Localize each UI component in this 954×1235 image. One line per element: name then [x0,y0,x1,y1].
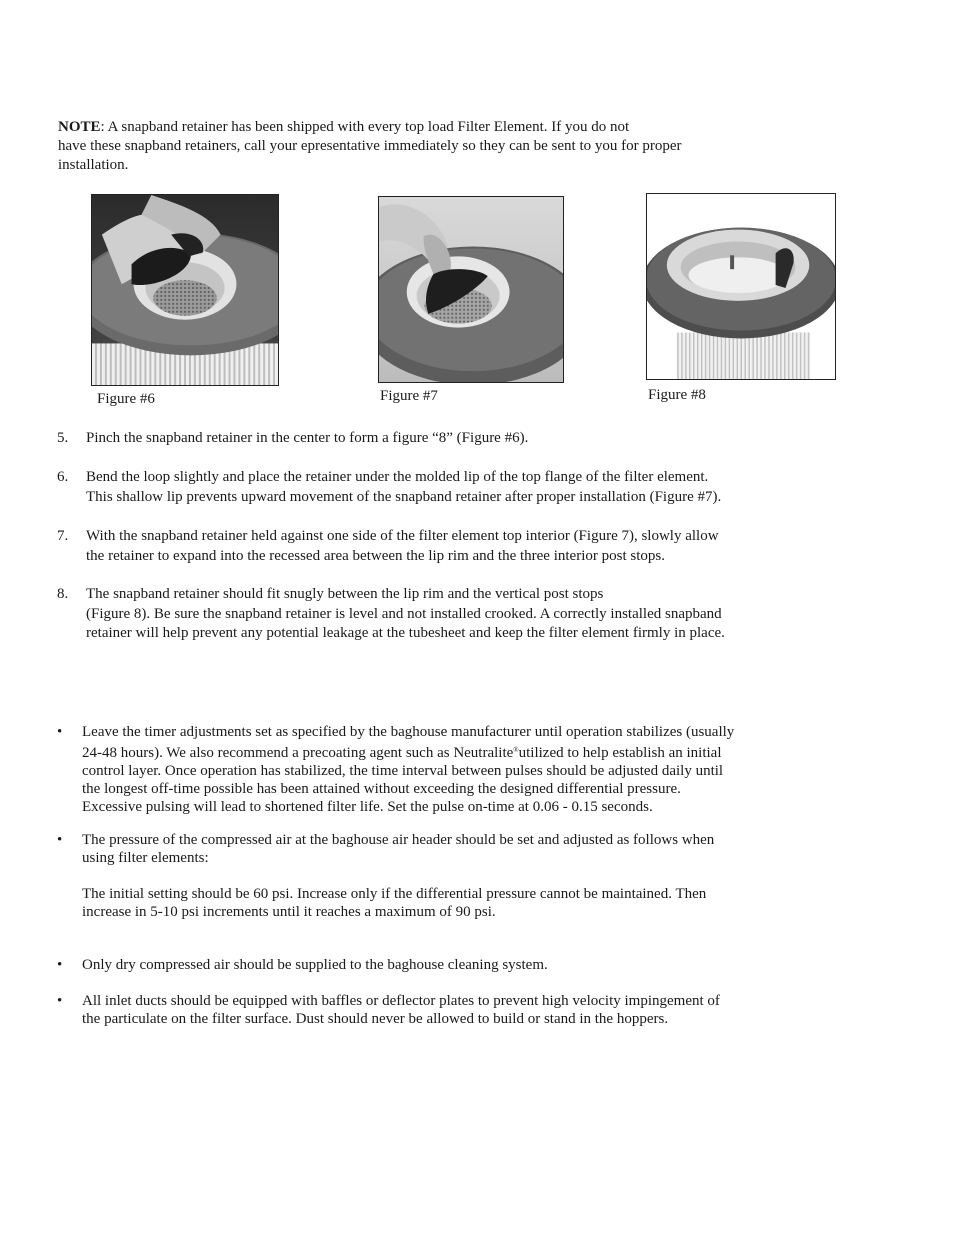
figure-8-caption: Figure #8 [648,387,706,403]
registered-mark: ® [513,746,519,754]
bullet-text-line: using filter elements: [82,850,209,866]
figure-8-photo [646,193,836,380]
bullet-text-segment: 24-48 hours). We also recommend a precoating agent such as Neutralite [82,745,514,761]
step-6 [57,468,857,507]
bullet-inlet-ducts [57,992,857,1028]
bullet-mark: • [57,957,63,973]
note-line-2: have these snapband retainers, call your epresentative immediately so they can be sent to you for proper [58,138,682,154]
bullet-mark: • [57,724,63,740]
step-text-line: With the snapband retainer held against one side of the filter element top interior (Figure 7), slowly allow [86,528,719,544]
step-number: 6. [57,469,69,485]
step-number: 7. [57,528,69,544]
bullet-text-line: increase in 5-10 psi increments until it reaches a maximum of 90 psi. [82,904,496,920]
bullet-text-line [82,741,857,762]
step-text-line: Bend the loop slightly and place the retainer under the molded lip of the top flange of the filter element. [86,469,709,485]
bullet-compressed-air-pressure [57,831,857,921]
note-line-3: installation. [58,157,129,173]
note-paragraph [58,118,858,175]
bullet-text-line: The initial setting should be 60 psi. Increase only if the differential pressure cannot be maintained. Then [82,886,707,902]
bullet-mark: • [57,993,63,1009]
step-text-line: retainer will help prevent any potential leakage at the tubesheet and keep the filter element firmly in place. [86,625,725,641]
bullet-dry-air [57,956,857,974]
bullet-text-line: All inlet ducts should be equipped with baffles or deflector plates to prevent high velocity impingement of [82,993,720,1009]
figure-6-photo [91,194,279,386]
step-number: 8. [57,586,69,602]
step-text-line: the retainer to expand into the recessed area between the lip rim and the three interior post stops. [86,547,665,564]
bullet-text-line: Leave the timer adjustments set as specified by the baghouse manufacturer until operation stabilizes (usually [82,724,735,740]
bullet-text-line: the longest off-time possible has been attained without exceeding the designed differential pressure. [82,781,681,797]
paragraph-gap [82,867,857,885]
step-text-line: The snapband retainer should fit snugly between the lip rim and the vertical post stops [86,586,604,602]
note-text-1: : A snapband retainer has been shipped with every top load Filter Element. If you do not [100,119,630,135]
figure-7-photo [378,196,564,383]
step-number: 5. [57,430,69,446]
note-line-1 [58,118,858,137]
step-text-line: (Figure 8). Be sure the snapband retainer is level and not installed crooked. A correctly installed snapband [86,605,722,622]
step-text-line: This shallow lip prevents upward movement of the snapband retainer after proper installation (Figure #7). [86,488,722,505]
step-text-line: Pinch the snapband retainer in the center to form a figure “8” (Figure #6). [86,430,529,446]
step-5 [57,429,857,449]
bullet-text-line: Excessive pulsing will lead to shortened filter life. Set the pulse on-time at 0.06 - 0.15 seconds. [82,799,653,815]
figure-6-caption: Figure #6 [97,391,155,407]
bullet-text-line: the particulate on the filter surface. Dust should never be allowed to build or stand in the hoppers. [82,1011,669,1027]
figure-7-caption: Figure #7 [380,388,438,404]
bullet-mark: • [57,832,63,848]
bullet-text-line: Only dry compressed air should be supplied to the baghouse cleaning system. [82,957,548,973]
bullet-text-segment: utilized to help establish an initial [518,745,722,761]
bullet-text-line: The pressure of the compressed air at the baghouse air header should be set and adjusted as follows when [82,832,715,848]
note-label: NOTE [58,119,101,135]
step-8 [57,585,857,644]
bullet-timer-adjustments [57,723,857,816]
step-7 [57,527,857,566]
bullet-text-line: control layer. Once operation has stabilized, the time interval between pulses should be adjusted daily until [82,763,724,779]
